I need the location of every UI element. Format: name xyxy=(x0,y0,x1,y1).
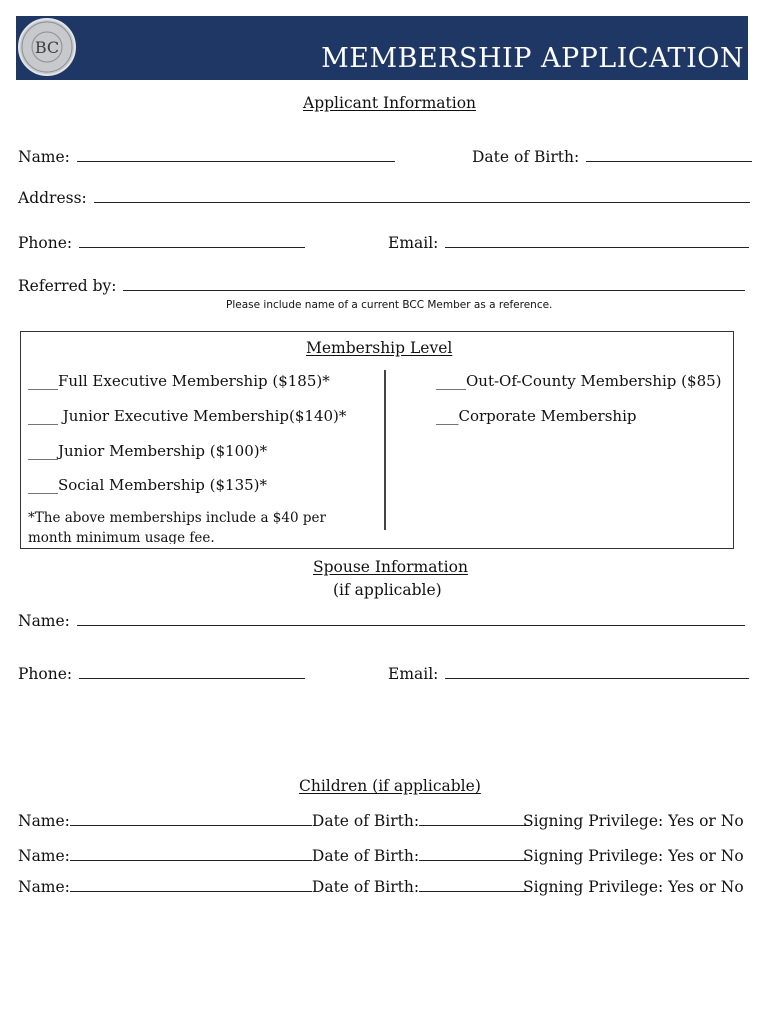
applicant-phone-field[interactable] xyxy=(18,234,305,252)
option-junior-executive[interactable]: ____ Junior Executive Membership($140)* xyxy=(28,407,347,425)
membership-heading: Membership Level xyxy=(306,339,453,357)
spouse-email-line[interactable] xyxy=(445,665,749,679)
spouse-phone-line[interactable] xyxy=(79,665,305,679)
children-heading: Children (if applicable) xyxy=(299,777,481,795)
child-dob-label: Date of Birth: xyxy=(311,878,420,896)
referred-by-line[interactable] xyxy=(123,277,745,291)
membership-divider xyxy=(384,370,386,530)
child-dob-label: Date of Birth: xyxy=(311,812,420,830)
header-banner xyxy=(16,16,748,80)
spouse-name-label: Name: xyxy=(18,612,70,630)
spouse-subheading: (if applicable) xyxy=(333,581,442,599)
child-dob-line[interactable] xyxy=(419,878,529,892)
option-full-executive[interactable]: ____Full Executive Membership ($185)* xyxy=(28,372,330,390)
applicant-address-field[interactable] xyxy=(18,189,750,207)
applicant-phone-line[interactable] xyxy=(79,234,305,248)
child-privilege[interactable]: Signing Privilege: Yes or No xyxy=(523,878,744,896)
child-dob-label: Date of Birth: xyxy=(311,847,420,865)
child-name-label: Name: xyxy=(18,878,70,896)
child-privilege[interactable]: Signing Privilege: Yes or No xyxy=(523,812,744,830)
applicant-phone-label: Phone: xyxy=(18,234,73,252)
child-name-line[interactable] xyxy=(70,878,312,892)
spouse-name-line[interactable] xyxy=(77,612,745,626)
option-junior[interactable]: ____Junior Membership ($100)* xyxy=(28,442,268,460)
child-name-label: Name: xyxy=(18,847,70,865)
spouse-phone-field[interactable] xyxy=(18,665,305,683)
club-seal-icon xyxy=(20,20,74,74)
option-out-of-county[interactable]: ____Out-Of-County Membership ($85) xyxy=(436,372,722,390)
option-corporate[interactable]: ___Corporate Membership xyxy=(436,407,637,425)
child-row[interactable] xyxy=(18,878,529,896)
child-name-line[interactable] xyxy=(70,847,312,861)
applicant-heading: Applicant Information xyxy=(303,94,477,112)
child-name-line[interactable] xyxy=(70,812,312,826)
referred-by-label: Referred by: xyxy=(18,277,117,295)
spouse-heading: Spouse Information xyxy=(313,558,468,576)
club-logo xyxy=(18,18,76,76)
spouse-name-field[interactable] xyxy=(18,612,745,630)
applicant-email-label: Email: xyxy=(388,234,439,252)
applicant-dob-label: Date of Birth: xyxy=(472,148,580,166)
spouse-email-label: Email: xyxy=(388,665,439,683)
applicant-name-field[interactable] xyxy=(18,148,395,166)
applicant-address-line[interactable] xyxy=(94,189,750,203)
applicant-email-line[interactable] xyxy=(445,234,749,248)
applicant-dob-line[interactable] xyxy=(586,148,752,162)
page-title: MEMBERSHIP APPLICATION xyxy=(321,43,744,74)
applicant-address-label: Address: xyxy=(18,189,87,207)
child-dob-line[interactable] xyxy=(419,812,529,826)
child-name-label: Name: xyxy=(18,812,70,830)
child-row[interactable] xyxy=(18,812,529,830)
membership-footnote: *The above memberships include a $40 per month minimum usage fee. xyxy=(28,510,326,544)
spouse-email-field[interactable] xyxy=(388,665,749,683)
applicant-name-label: Name: xyxy=(18,148,70,166)
svg-text:BC: BC xyxy=(34,38,60,57)
child-dob-line[interactable] xyxy=(419,847,529,861)
child-row[interactable] xyxy=(18,847,529,865)
child-privilege[interactable]: Signing Privilege: Yes or No xyxy=(523,847,744,865)
option-social[interactable]: ____Social Membership ($135)* xyxy=(28,476,268,494)
referred-note: Please include name of a current BCC Member as a reference. xyxy=(226,299,553,311)
applicant-email-field[interactable] xyxy=(388,234,749,252)
applicant-name-line[interactable] xyxy=(77,148,395,162)
spouse-phone-label: Phone: xyxy=(18,665,73,683)
applicant-dob-field[interactable] xyxy=(472,148,752,166)
referred-by-field[interactable] xyxy=(18,277,745,295)
